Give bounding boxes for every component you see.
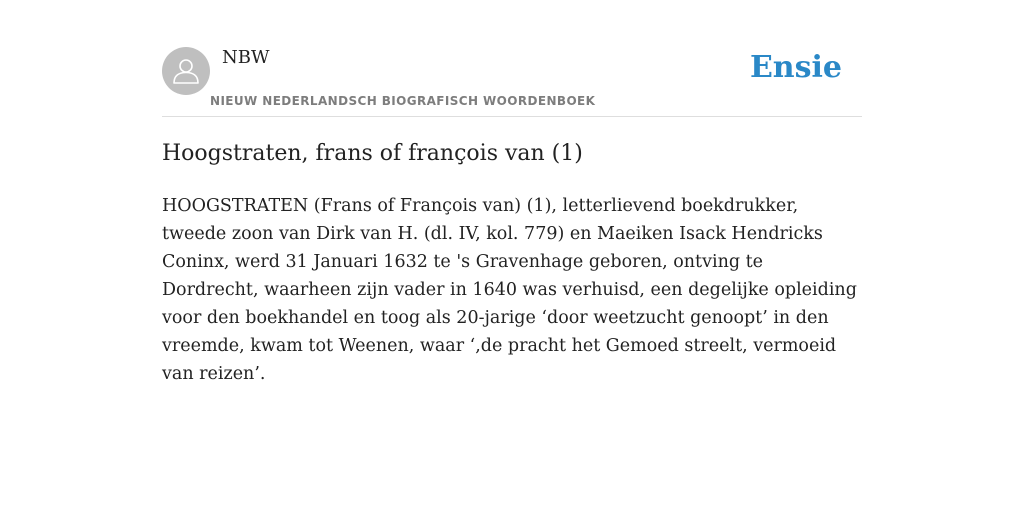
- article-card: [162, 0, 862, 512]
- brand-logo[interactable]: Ensie: [749, 50, 842, 85]
- article-header: [162, 0, 862, 117]
- author-avatar[interactable]: [162, 47, 210, 95]
- author-name[interactable]: NBW: [222, 47, 270, 68]
- article-body: HOOGSTRATEN (Frans of François van) (1), letterlievend boekdrukker, tweede zoon van Dirk van H. (dl. IV, kol. 779) en Maeiken Isack Hendricks Coninx, werd 31 Januari 1632 te 's Gravenhage geboren, ontving te Dordrecht, waarheen zijn vader in 1640 was verhuisd, een degelijke opleiding voor den boekhandel en toog als 20-jarige ‘door weetzucht genoopt’ in den vreemde, kwam tot Weenen, waar ‘,de pracht het Gemoed streelt, vermoeid van reizen’.: [162, 196, 857, 384]
- source-subtitle[interactable]: NIEUW NEDERLANDSCH BIOGRAFISCH WOORDENBOEK: [210, 94, 596, 108]
- user-silhouette-icon: [162, 47, 210, 95]
- article-title: Hoogstraten, frans of françois van (1): [162, 141, 583, 166]
